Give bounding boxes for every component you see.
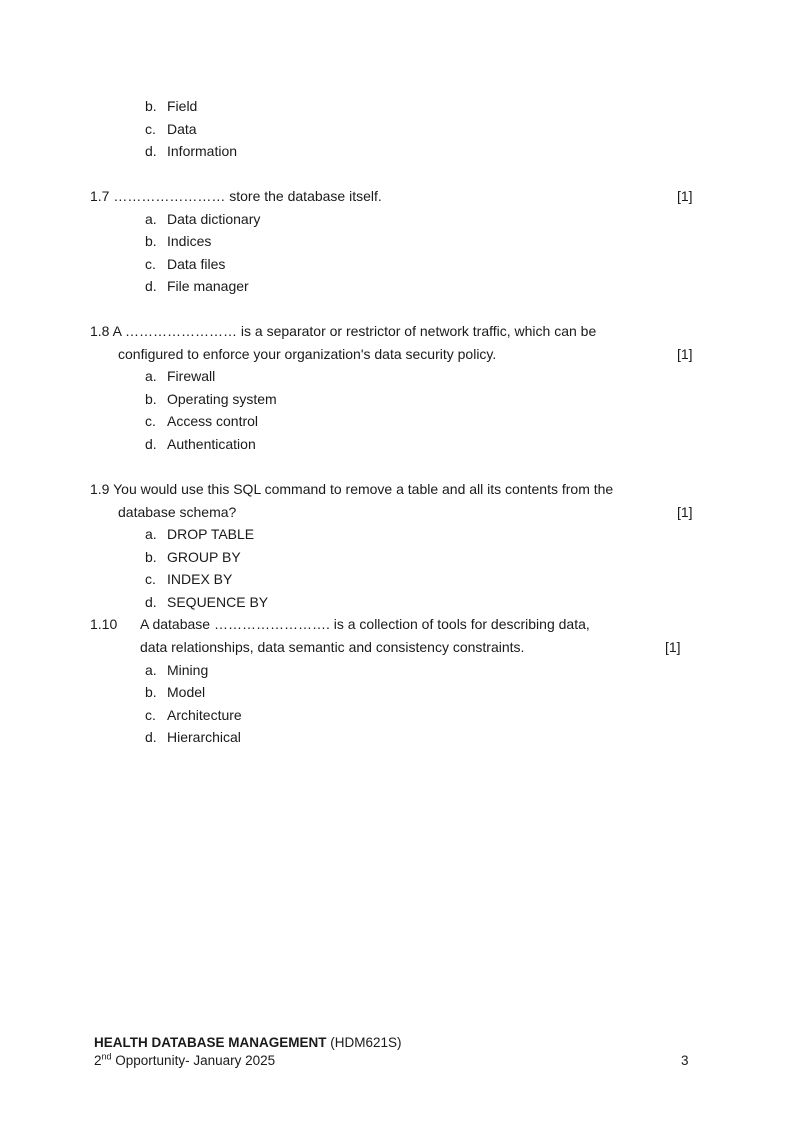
option-text: Mining <box>167 662 209 678</box>
option-c <box>145 706 445 724</box>
option-letter: c. <box>145 121 156 137</box>
option-d <box>145 593 445 611</box>
option-text: Information <box>167 143 238 159</box>
option-a <box>145 525 445 543</box>
option-letter: a. <box>145 662 157 678</box>
option-text: Operating system <box>167 391 277 407</box>
option-b <box>145 97 445 115</box>
option-text: Authentication <box>167 436 256 452</box>
option-text: INDEX BY <box>167 571 233 587</box>
option-text: Firewall <box>167 368 216 384</box>
opportunity-text: Opportunity- January 2025 <box>111 1053 276 1068</box>
option-letter: d. <box>145 278 157 294</box>
opportunity-number: 2 <box>94 1053 102 1068</box>
option-text: GROUP BY <box>167 549 241 565</box>
question-1-10-text: A database ……………………. is a collection of tools for describing data, <box>140 616 590 632</box>
course-code: (HDM621S) <box>330 1035 402 1050</box>
option-letter: d. <box>145 729 157 745</box>
option-text: Data dictionary <box>167 211 261 227</box>
question-marks: [1] <box>665 639 681 655</box>
option-letter: c. <box>145 413 156 429</box>
question-marks: [1] <box>677 504 693 520</box>
opportunity-suffix: nd <box>101 1051 112 1062</box>
option-c <box>145 570 445 588</box>
option-a <box>145 661 445 679</box>
option-d <box>145 728 445 746</box>
option-text: File manager <box>167 278 249 294</box>
option-a <box>145 210 445 228</box>
option-text: Model <box>167 684 206 700</box>
option-d <box>145 435 445 453</box>
question-1-9-text-cont: database schema? <box>118 504 237 520</box>
option-letter: a. <box>145 526 157 542</box>
question-1-9-text: 1.9 You would use this SQL command to remove a table and all its contents from the <box>90 481 614 497</box>
option-letter: b. <box>145 391 157 407</box>
option-letter: b. <box>145 98 157 114</box>
course-title: HEALTH DATABASE MANAGEMENT <box>94 1035 327 1050</box>
option-c <box>145 255 445 273</box>
option-c <box>145 120 445 138</box>
option-letter: a. <box>145 211 157 227</box>
option-text: Data <box>167 121 197 137</box>
option-text: Hierarchical <box>167 729 241 745</box>
option-text: DROP TABLE <box>167 526 255 542</box>
option-c <box>145 412 445 430</box>
footer-course <box>94 1034 402 1052</box>
option-letter: b. <box>145 684 157 700</box>
option-letter: c. <box>145 256 156 272</box>
option-b <box>145 232 445 250</box>
question-1-8-text-cont: configured to enforce your organization's data security policy. <box>118 346 497 362</box>
option-text: SEQUENCE BY <box>167 594 269 610</box>
option-b <box>145 683 445 701</box>
option-a <box>145 367 445 385</box>
option-letter: c. <box>145 571 156 587</box>
question-marks: [1] <box>677 188 693 204</box>
question-1-10-text-cont: data relationships, data semantic and consistency constraints. <box>140 639 525 655</box>
option-text: Indices <box>167 233 212 249</box>
option-d <box>145 277 445 295</box>
option-b <box>145 548 445 566</box>
option-letter: a. <box>145 368 157 384</box>
question-1-8-text: 1.8 A …………………… is a separator or restrictor of network traffic, which can be <box>90 323 597 339</box>
option-text: Field <box>167 98 198 114</box>
question-number: 1.10 <box>90 616 118 632</box>
option-text: Architecture <box>167 707 242 723</box>
option-letter: b. <box>145 549 157 565</box>
option-letter: d. <box>145 436 157 452</box>
option-letter: b. <box>145 233 157 249</box>
option-letter: c. <box>145 707 156 723</box>
page-number: 3 <box>681 1053 689 1068</box>
option-text: Data files <box>167 256 226 272</box>
option-d <box>145 142 445 160</box>
question-1-7-text: 1.7 …………………… store the database itself. <box>90 188 382 204</box>
option-text: Access control <box>167 413 259 429</box>
footer-opportunity <box>94 1052 275 1070</box>
option-b <box>145 390 445 408</box>
option-letter: d. <box>145 594 157 610</box>
option-letter: d. <box>145 143 157 159</box>
question-marks: [1] <box>677 346 693 362</box>
